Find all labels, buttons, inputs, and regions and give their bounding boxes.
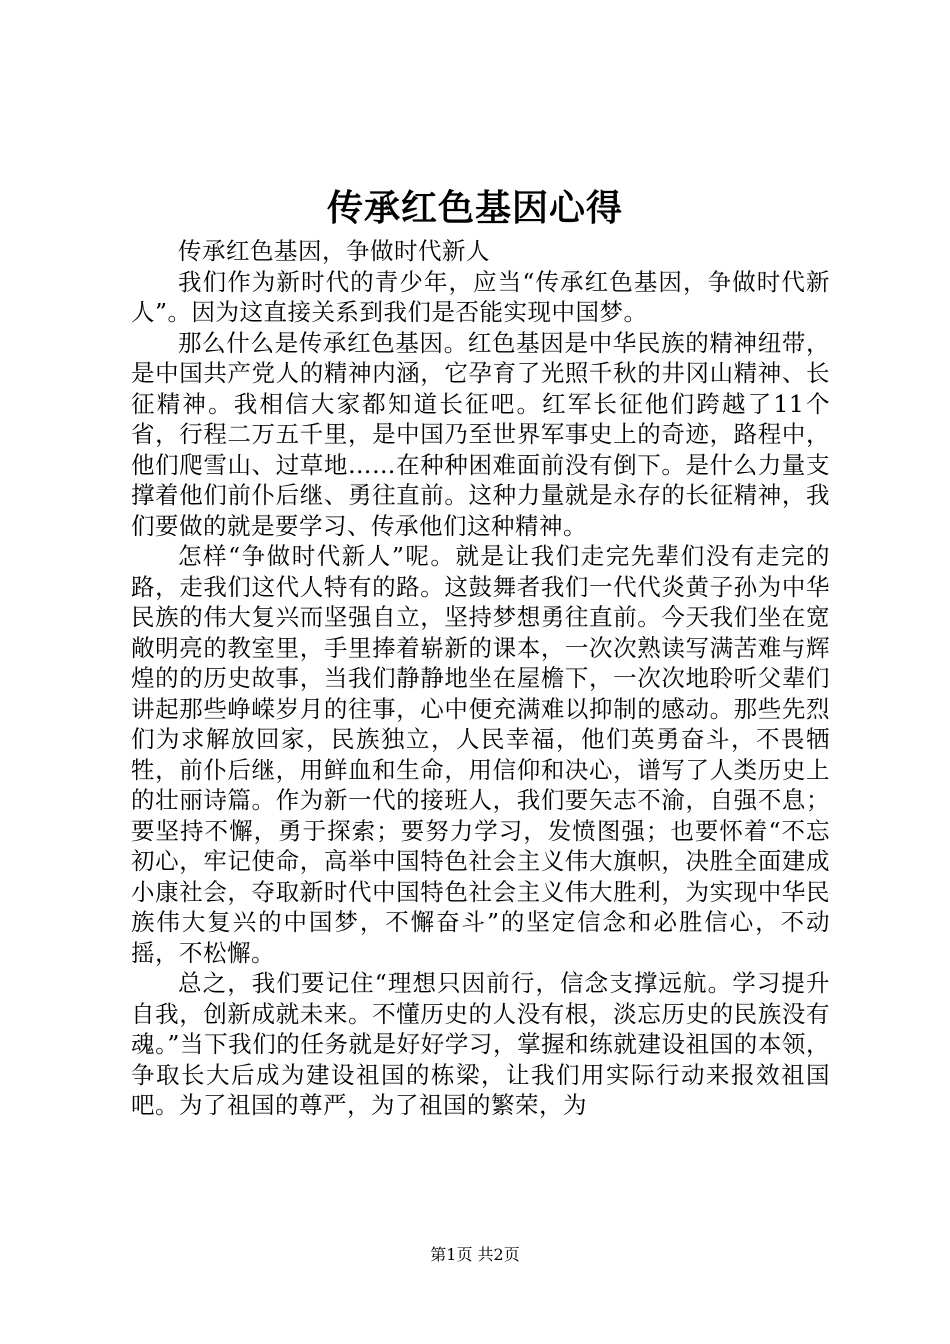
page-number-footer: 第1页 共2页 bbox=[430, 1245, 520, 1264]
document-title: 传承红色基因心得 bbox=[326, 187, 623, 229]
paragraph: 总之，我们要记住“理想只因前行，信念支撑远航。学习提升自我，创新成就未来。不懂历史的人没有根，淡忘历史的民族没有魂。”当下我们的任务就是好好学习，掌握和练就建设祖国的本领，争取长大后成为建设祖国的栋梁，让我们用实际行动来报效祖国吧。为了祖国的尊严，为了祖国的繁荣，为 bbox=[131, 969, 830, 1119]
paragraph: 怎样“争做时代新人”呢。就是让我们走完先辈们没有走完的路，走我们这代人特有的路。这鼓舞者我们一代代炎黄子孙为中华民族的伟大复兴而坚强自立，坚持梦想勇往直前。今天我们坐在宽敞明亮的教室里，手里捧着崭新的课本，一次次熟读写满苦难与辉煌的的历史故事，当我们静静地坐在屋檐下，一次次地聆听父辈们讲起那些峥嵘岁月的往事，心中便充满难以抑制的感动。那些先烈们为求解放回家，民族独立，人民幸福，他们英勇奋斗，不畏牺牲，前仆后继，用鲜血和生命，用信仰和决心，谱写了人类历史上的壮丽诗篇。作为新一代的接班人，我们要矢志不渝，自强不息；要坚持不懈，勇于探索；要努力学习，发愤图强；也要怀着“不忘初心，牢记使命，高举中国特色社会主义伟大旗帜，决胜全面建成小康社会，夺取新时代中国特色社会主义伟大胜利，为实现中华民族伟大复兴的中国梦，不懈奋斗”的坚定信念和必胜信心，不动摇，不松懈。 bbox=[131, 542, 830, 967]
paragraph: 那么什么是传承红色基因。红色基因是中华民族的精神纽带，是中国共产党人的精神内涵，它孕育了光照千秋的井冈山精神、长征精神。我相信大家都知道长征吧。红军长征他们跨越了11个省，行程二万五千里，是中国乃至世界军事史上的奇迹，路程中，他们爬雪山、过草地……在种种困难面前没有倒下。是什么力量支撑着他们前仆后继、勇往直前。这种力量就是永存的长征精神，我们要做的就是要学习、传承他们这种精神。 bbox=[131, 328, 830, 540]
paragraph-subtitle: 传承红色基因，争做时代新人 bbox=[178, 237, 490, 265]
paragraph: 我们作为新时代的青少年，应当“传承红色基因，争做时代新人”。因为这直接关系到我们是否能实现中国梦。 bbox=[131, 267, 830, 326]
document-body bbox=[131, 236, 830, 1121]
